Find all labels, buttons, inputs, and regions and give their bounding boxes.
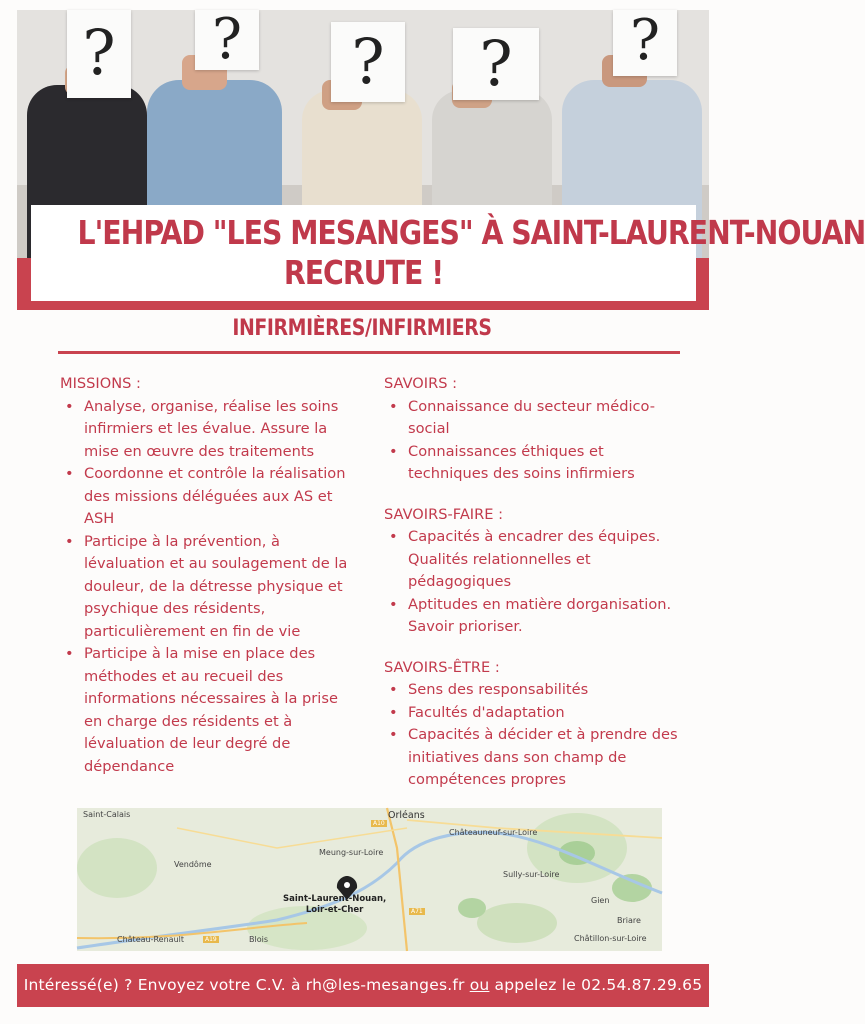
road-label: A10 [373,820,385,827]
list-item: • Participe à la prévention, à lévaluation et au soulagement de la douleur, de la détresse physique et psychique des résidents, particulièrement en fin de vie [84,531,360,644]
question-sign: ? [613,10,677,76]
map-label: Sully-sur-Loire [503,870,560,879]
list-item: • Connaissances éthiques et techniques des soins infirmiers [408,441,684,486]
title-box [31,205,865,301]
map-marker-line2: Loir-et-Cher [305,905,364,915]
map-marker-label [283,894,386,916]
missions-title: MISSIONS : [60,375,141,392]
map-label: Château-Renault [117,935,184,944]
map-marker-line1: Saint-Laurent-Nouan, [283,894,387,904]
list-item: • Connaissance du secteur médico-social [408,396,684,441]
savoirs-etre-list [384,679,684,792]
savoirs-faire-title: SAVOIRS-FAIRE : [384,505,504,523]
road-label: A71 [411,908,423,915]
divider [58,351,680,354]
page-title-line1: L'EHPAD "LES MESANGES" À SAINT-LAURENT-NOUAN [77,213,865,252]
list-item: • Aptitudes en matière dorganisation. Savoir prioriser. [408,594,684,639]
question-sign: ? [331,22,405,102]
skills-section [384,373,684,792]
question-sign: ? [195,10,259,70]
map-label: Gien [591,896,610,905]
map-label: Meung-sur-Loire [319,848,384,857]
map-label: Orléans [388,810,425,821]
savoirs-faire-list [384,526,684,639]
list-item: • Sens des responsabilités [408,679,684,702]
map-label: Vendôme [174,860,212,869]
question-sign: ? [67,10,131,98]
map-label: Châtillon-sur-Loire [574,934,647,943]
question-sign: ? [453,28,539,100]
footer-text-end: appelez le 02.54.87.29.65 [489,976,703,994]
page-title-line2: RECRUTE ! [283,253,444,292]
location-map[interactable] [77,808,662,951]
list-item: • Participe à la mise en place des méthodes et au recueil des informations nécessaires à la prise en charge des résidents et à lévaluation de leur degré de dépendance [84,643,360,778]
list-item: • Analyse, organise, réalise les soins infirmiers et les évalue. Assure la mise en œuvre des traitements [84,396,360,464]
map-label: Châteauneuf-sur-Loire [449,828,538,837]
missions-section [60,373,360,778]
map-label: Briare [617,916,641,925]
missions-list [60,396,360,779]
road-label: A19 [205,936,217,943]
job-title: INFIRMIÈRES/INFIRMIERS [232,316,492,341]
list-item: • Capacités à décider et à prendre des initiatives dans son champ de compétences propres [408,724,684,792]
list-item: • Capacités à encadrer des équipes. Qualités relationnelles et pédagogiques [408,526,684,594]
footer-text-start: Intéressé(e) ? Envoyez votre C.V. à rh@les-mesanges.fr [23,976,470,994]
footer-text-or: ou [469,976,490,994]
list-item: • Facultés d'adaptation [408,702,684,725]
contact-footer [17,964,709,1007]
savoirs-title: SAVOIRS : [384,375,458,392]
savoirs-list [384,396,684,486]
savoirs-etre-title: SAVOIRS-ÊTRE : [384,658,500,676]
map-label: Blois [249,935,268,944]
list-item: • Coordonne et contrôle la réalisation des missions déléguées aux AS et ASH [84,463,360,531]
map-label: Saint-Calais [83,810,131,819]
